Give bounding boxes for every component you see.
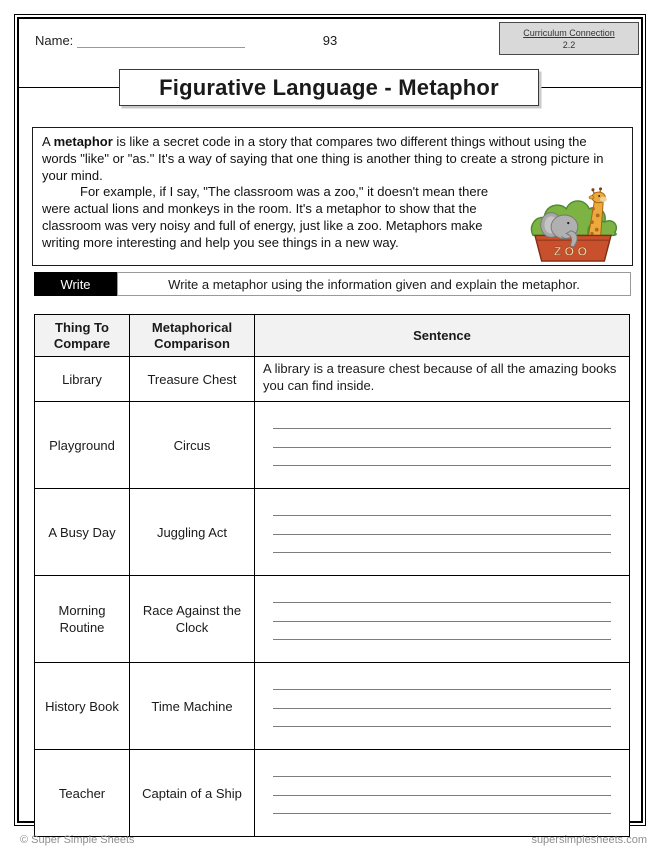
thing-cell: Library (35, 357, 130, 402)
table-row (35, 663, 630, 750)
thing-cell: A Busy Day (35, 489, 130, 576)
col-header-comparison: Metaphorical Comparison (130, 315, 255, 357)
comparison-cell: Captain of a Ship (130, 750, 255, 837)
comparison-cell: Juggling Act (130, 489, 255, 576)
intro-paragraph-2: For example, if I say, "The classroom was a zoo," it doesn't mean there were actual lions and monkeys in the room. It's a metaphor to show that the classroom was very noisy and full of energy, just like a zoo. Metaphors make writing more interesting and help you see things in a new way. (42, 184, 489, 250)
zoo-sign-text: ZOO (553, 244, 591, 259)
answer-blank-line[interactable] (273, 515, 611, 516)
page-frame (17, 17, 643, 823)
answer-blank-line[interactable] (273, 708, 611, 709)
zoo-image (523, 186, 623, 262)
sentence-cell (255, 402, 630, 489)
name-field-wrap (35, 33, 245, 48)
sentence-cell: A library is a treasure chest because of all the amazing books you can find inside. (255, 357, 630, 402)
curriculum-connection-box (499, 22, 639, 55)
write-label: Write (34, 272, 117, 296)
curriculum-title: Curriculum Connection (523, 28, 615, 38)
comparison-cell: Time Machine (130, 663, 255, 750)
answer-lines (263, 754, 621, 832)
thing-cell: Morning Routine (35, 576, 130, 663)
page-title: Figurative Language - Metaphor (119, 69, 539, 106)
name-label: Name: (35, 33, 74, 48)
intro-p1-bold-term: metaphor (53, 134, 113, 149)
intro-paragraph-1 (42, 134, 623, 184)
table-row (35, 489, 630, 576)
page-footer (20, 834, 647, 850)
answer-blank-line[interactable] (273, 776, 611, 777)
answer-blank-line[interactable] (273, 534, 611, 535)
answer-blank-line[interactable] (273, 428, 611, 429)
comparison-cell: Circus (130, 402, 255, 489)
answer-blank-line[interactable] (273, 602, 611, 603)
intro-p1-pre: A (42, 134, 54, 149)
answer-blank-line[interactable] (273, 813, 611, 814)
answer-lines (263, 667, 621, 745)
page-border (14, 14, 646, 826)
comparison-cell: Treasure Chest (130, 357, 255, 402)
thing-cell: History Book (35, 663, 130, 750)
table-row (35, 357, 630, 402)
table-row (35, 576, 630, 663)
answer-blank-line[interactable] (273, 552, 611, 553)
sentence-cell (255, 576, 630, 663)
thing-cell: Playground (35, 402, 130, 489)
answer-lines (263, 493, 621, 571)
table-row (35, 750, 630, 837)
table-header-row (35, 315, 630, 357)
footer-copyright: © Super Simple Sheets (20, 834, 135, 846)
answer-blank-line[interactable] (273, 639, 611, 640)
thing-cell: Teacher (35, 750, 130, 837)
answer-blank-line[interactable] (273, 689, 611, 690)
intro-p1-post: is like a secret code in a story that compares two different things without using the words "like" or "as." It's a way of saying that one thing is another thing to create a strong picture in your mind. (42, 134, 604, 183)
footer-website[interactable]: supersimplesheets.com (531, 834, 647, 846)
curriculum-value: 2.2 (562, 40, 576, 50)
sentence-cell (255, 663, 630, 750)
col-header-thing: Thing To Compare (35, 315, 130, 357)
metaphor-table (34, 314, 630, 837)
page-number: 93 (322, 33, 338, 48)
answer-lines (263, 580, 621, 658)
answer-blank-line[interactable] (273, 447, 611, 448)
col-header-sentence: Sentence (255, 315, 630, 357)
sentence-cell (255, 489, 630, 576)
intro-box (32, 127, 633, 266)
answer-blank-line[interactable] (273, 795, 611, 796)
table-row (35, 402, 630, 489)
answer-lines (263, 406, 621, 484)
write-instruction: Write a metaphor using the information given and explain the metaphor. (117, 272, 631, 296)
comparison-cell: Race Against the Clock (130, 576, 255, 663)
answer-blank-line[interactable] (273, 726, 611, 727)
task-bar (34, 272, 631, 296)
sentence-cell (255, 750, 630, 837)
name-input-line[interactable] (77, 34, 245, 48)
answer-blank-line[interactable] (273, 465, 611, 466)
answer-blank-line[interactable] (273, 621, 611, 622)
